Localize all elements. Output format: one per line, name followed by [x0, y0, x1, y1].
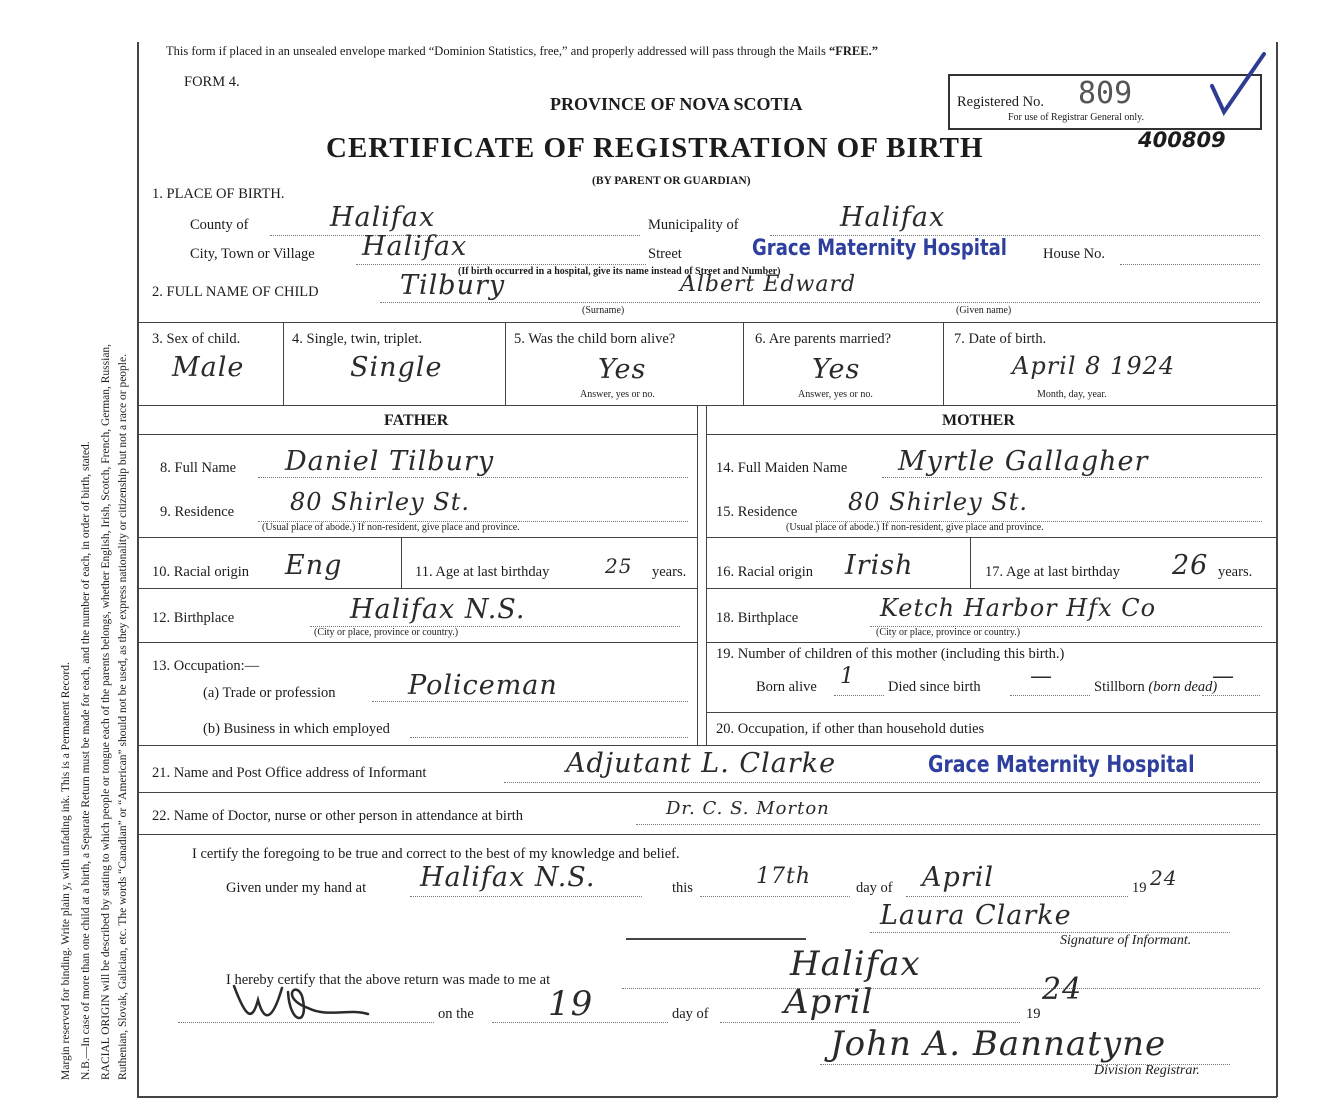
side-note-multiple-births: N.B.—In case of more than one child at a birth, a Separate Return must be made for each, and the number of each, in order of birth, stated.: [80, 441, 92, 1080]
dob-caption: Month, day, year.: [1037, 389, 1107, 400]
father-heading-rule: [137, 434, 698, 435]
row3-divider-2: [505, 322, 506, 406]
stillborn-line: [1202, 695, 1260, 696]
certificate-title: CERTIFICATE OF REGISTRATION OF BIRTH: [326, 132, 984, 164]
father-birthplace-label: 12. Birthplace: [152, 610, 235, 626]
given-place-value: Halifax N.S.: [420, 862, 596, 893]
doctor-bottom-rule: [137, 834, 1277, 835]
informant-label: 21. Name and Post Office address of Informant: [152, 765, 427, 781]
mother-rule-4: [706, 712, 1277, 713]
registrar-signature: John A. Bannatyne: [830, 1024, 1167, 1064]
father-residence-label: 9. Residence: [160, 504, 235, 520]
row3-top-rule: [137, 322, 1277, 323]
father-birthplace-value: Halifax N.S.: [350, 594, 526, 625]
mail-note-text: This form if placed in an unsealed envelope marked “Dominion Statistics, free,” and properly addressed will pass through the Mails: [166, 44, 830, 58]
row3-bottom-rule: [137, 405, 1277, 406]
mother-occupation-label: 20. Occupation, if other than household duties: [716, 721, 985, 737]
father-rule-1: [137, 537, 698, 538]
born-alive-caption: Answer, yes or no.: [580, 389, 655, 400]
city-value: Halifax: [362, 231, 468, 262]
outer-bottom-border: [137, 1096, 1277, 1098]
mother-name-value: Myrtle Gallagher: [898, 446, 1149, 477]
father-rule-2: [137, 588, 698, 589]
registrar-month-line: [720, 1022, 1020, 1023]
registrar-note: For use of Registrar General only.: [1008, 112, 1144, 123]
outer-right-border: [1276, 42, 1278, 1097]
father-right-rule: [697, 405, 698, 745]
father-trade-line: [372, 701, 688, 702]
mail-note-free: “FREE.”: [829, 44, 878, 58]
mother-residence-label: 15. Residence: [716, 504, 798, 520]
father-name-value: Daniel Tilbury: [285, 446, 495, 477]
born-alive-count-label: Born alive: [756, 679, 817, 695]
side-note-binding: Margin reserved for binding. Write plain y, with unfading ink. This is a Permanent Record.: [60, 662, 72, 1080]
registrar-statement: I hereby certify that the above return was made to me at: [226, 972, 551, 988]
mother-racial-label: 16. Racial origin: [716, 564, 814, 580]
sex-value: Male: [172, 352, 245, 383]
informant-value: Adjutant L. Clarke: [566, 748, 837, 779]
mother-heading: MOTHER: [942, 412, 1015, 429]
registrar-place-line: [622, 988, 1260, 989]
father-racial-label: 10. Racial origin: [152, 564, 250, 580]
informant-signature: Laura Clarke: [880, 900, 1072, 931]
registrar-on-the-label: on the: [438, 1006, 474, 1022]
informant-top-rule: [137, 745, 1277, 746]
father-years-label: years.: [652, 564, 687, 580]
married-label: 6. Are parents married?: [755, 331, 892, 347]
father-business-line: [410, 737, 688, 738]
registrar-year-value: 24: [1042, 972, 1083, 1007]
informant-stamp: Grace Maternity Hospital: [928, 752, 1195, 778]
given-name-caption: (Given name): [956, 305, 1012, 316]
registered-number: 809: [1078, 76, 1133, 111]
dob-value: April 8 1924: [1012, 352, 1176, 380]
street-stamp: Grace Maternity Hospital: [752, 236, 1007, 261]
given-month-value: April: [922, 862, 994, 893]
county-label: County of: [190, 217, 249, 233]
mail-note: [166, 44, 878, 59]
father-age-value: 25: [605, 554, 633, 578]
mother-age-label: 17. Age at last birthday: [985, 564, 1120, 580]
surname-caption: (Surname): [582, 305, 625, 316]
mother-birthplace-label: 18. Birthplace: [716, 610, 799, 626]
mother-left-rule: [706, 405, 707, 745]
city-line: [356, 264, 646, 265]
registrar-day-of-label: day of: [672, 1006, 709, 1022]
informant-signature-caption: Signature of Informant.: [1060, 933, 1192, 948]
children-count-label: 19. Number of children of this mother (including this birth.): [716, 646, 1065, 662]
father-heading: FATHER: [384, 412, 449, 429]
doctor-line: [636, 824, 1260, 825]
plurality-value: Single: [350, 352, 443, 383]
registrar-place-value: Halifax: [790, 944, 921, 984]
mother-heading-rule: [706, 434, 1277, 435]
mother-years-label: years.: [1218, 564, 1253, 580]
mother-age-divider: [970, 537, 971, 588]
file-number: 400809: [1138, 128, 1226, 152]
mother-name-label: 14. Full Maiden Name: [716, 460, 848, 476]
stillborn-value: —: [1212, 664, 1235, 689]
certify-separator: [626, 938, 806, 940]
father-business-label: (b) Business in which employed: [203, 721, 390, 737]
municipality-value: Halifax: [840, 202, 946, 233]
stillborn-label-text: Stillborn: [1094, 679, 1145, 695]
given-year-prefix: 19: [1132, 880, 1147, 896]
child-name-label: 2. FULL NAME OF CHILD: [152, 284, 319, 300]
mother-name-line: [882, 477, 1262, 478]
child-given-name: Albert Edward: [680, 272, 857, 297]
hospital-note: (If birth occurred in a hospital, give its name instead of Street and Number): [458, 266, 781, 277]
mother-rule-3: [706, 642, 1277, 643]
registrar-month-value: April: [784, 982, 874, 1022]
died-since-birth-line: [1010, 695, 1090, 696]
street-label: Street: [648, 246, 682, 262]
father-name-line: [258, 477, 688, 478]
outer-left-border: [137, 42, 139, 1097]
father-racial-value: Eng: [285, 550, 343, 581]
born-alive-count-value: 1: [840, 664, 855, 689]
row3-divider-3: [743, 322, 744, 406]
given-day-of-label: day of: [856, 880, 893, 896]
mother-rule-1: [706, 537, 1277, 538]
registrar-caption: Division Registrar.: [1094, 1063, 1200, 1078]
this-label: this: [672, 880, 693, 896]
died-since-birth-value: —: [1030, 664, 1053, 689]
mother-age-value: 26: [1172, 550, 1209, 581]
side-note-racial-origin-cont: Ruthenian, Slovak, Galician, etc. The words “Canadian” or “American” should not be used, as they express nationality or citizenship but not a race or people.: [117, 354, 129, 1080]
stillborn-label: [1094, 679, 1217, 696]
father-residence-value: 80 Shirley St.: [290, 488, 470, 516]
registrar-initials-line: [178, 1022, 434, 1023]
mother-residence-value: 80 Shirley St.: [848, 488, 1028, 516]
father-residence-caption: (Usual place of abode.) If non-resident, give place and province.: [262, 522, 520, 533]
born-alive-label: 5. Was the child born alive?: [514, 331, 676, 347]
given-day-line: [700, 896, 850, 897]
house-no-line: [1120, 264, 1260, 265]
registered-label: Registered No.: [957, 94, 1044, 110]
father-trade-label: (a) Trade or profession: [203, 685, 336, 701]
mother-racial-value: Irish: [845, 550, 914, 581]
municipality-label: Municipality of: [648, 217, 739, 233]
registrar-year-prefix: 19: [1026, 1006, 1041, 1022]
county-value: Halifax: [330, 202, 436, 233]
house-no-label: House No.: [1043, 246, 1106, 262]
father-birthplace-caption: (City or place, province or country.): [314, 627, 459, 638]
mother-birthplace-value: Ketch Harbor Hfx Co: [880, 594, 1157, 622]
row3-divider-1: [283, 322, 284, 406]
given-day-value: 17th: [756, 864, 812, 889]
child-name-line: [380, 302, 1260, 303]
doctor-top-rule: [137, 792, 1277, 793]
married-value: Yes: [812, 354, 861, 385]
doctor-label: 22. Name of Doctor, nurse or other person in attendance at birth: [152, 808, 524, 824]
form-label: FORM 4.: [184, 74, 240, 90]
given-place-line: [410, 896, 642, 897]
born-alive-value: Yes: [598, 354, 647, 385]
born-alive-count-line: [834, 695, 884, 696]
plurality-label: 4. Single, twin, triplet.: [292, 331, 423, 347]
city-label: City, Town or Village: [190, 246, 315, 262]
given-month-line: [906, 896, 1128, 897]
father-name-label: 8. Full Name: [160, 460, 237, 476]
sex-label: 3. Sex of child.: [152, 331, 241, 347]
informant-line: [504, 782, 1260, 783]
died-since-birth-label: Died since birth: [888, 679, 981, 695]
province-title: PROVINCE OF NOVA SCOTIA: [550, 94, 803, 114]
place-of-birth-label: 1. PLACE OF BIRTH.: [152, 186, 285, 202]
child-surname: Tilbury: [400, 270, 506, 301]
row3-divider-4: [943, 322, 944, 406]
father-trade-value: Policeman: [408, 670, 558, 701]
married-caption: Answer, yes or no.: [798, 389, 873, 400]
side-note-racial-origin: RACIAL ORIGIN will be described by stating to which people or tongue each of the parents belongs, whether English, Irish, Scotch, French, German, Russian,: [100, 343, 112, 1080]
stillborn-note: (born dead): [1148, 679, 1218, 695]
mother-rule-2: [706, 588, 1277, 589]
certificate-subtitle: (BY PARENT OR GUARDIAN): [592, 175, 751, 187]
father-occupation-label: 13. Occupation:—: [152, 658, 260, 674]
father-rule-3: [137, 642, 698, 643]
dob-label: 7. Date of birth.: [954, 331, 1047, 347]
registrar-day-value: 19: [548, 984, 594, 1024]
mother-residence-caption: (Usual place of abode.) If non-resident, give place and province.: [786, 522, 1044, 533]
father-age-divider: [401, 537, 402, 588]
doctor-value: Dr. C. S. Morton: [666, 798, 830, 819]
father-age-label: 11. Age at last birthday: [415, 564, 550, 580]
certify-statement: I certify the foregoing to be true and correct to the best of my knowledge and belief.: [192, 846, 680, 862]
given-year-value: 24: [1150, 866, 1178, 890]
mother-birthplace-caption: (City or place, province or country.): [876, 627, 1021, 638]
check-mark-icon: [1208, 52, 1268, 118]
given-under-label: Given under my hand at: [226, 880, 367, 896]
